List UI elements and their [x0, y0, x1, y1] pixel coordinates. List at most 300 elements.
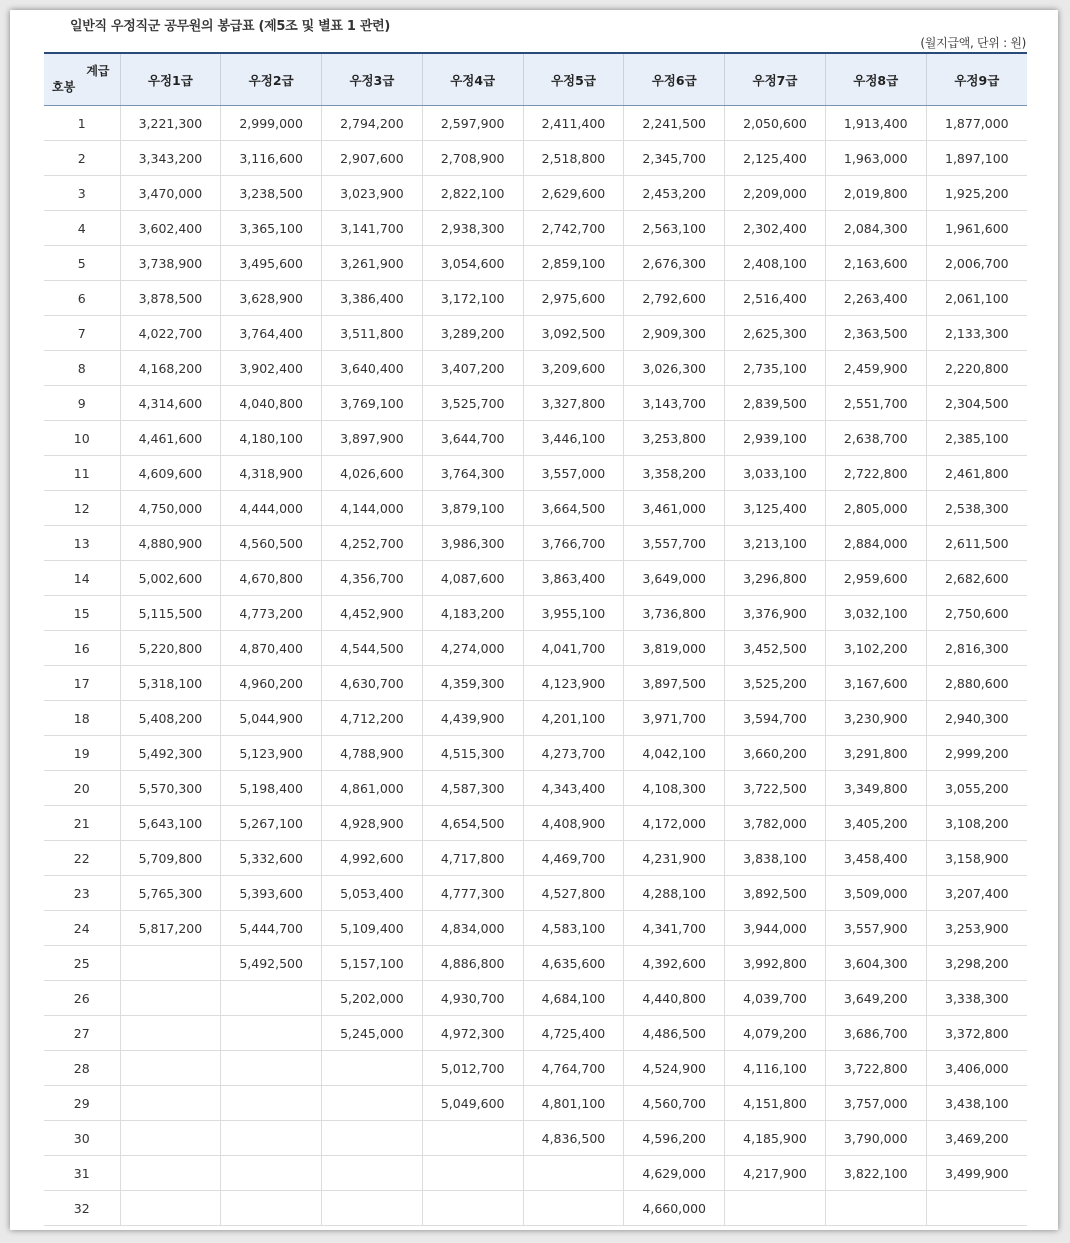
- salary-cell: 3,757,000: [825, 1086, 926, 1121]
- salary-cell: 3,660,200: [725, 736, 826, 771]
- step-number-cell: 32: [44, 1191, 120, 1226]
- salary-cell: 4,392,600: [624, 946, 725, 981]
- salary-cell: 3,026,300: [624, 351, 725, 386]
- salary-cell: 2,940,300: [926, 701, 1027, 736]
- salary-cell: 4,788,900: [322, 736, 423, 771]
- salary-cell: 4,408,900: [523, 806, 624, 841]
- salary-cell: 1,913,400: [825, 106, 926, 141]
- salary-cell: 2,939,100: [725, 421, 826, 456]
- salary-cell: 4,343,400: [523, 771, 624, 806]
- table-row: [44, 736, 1027, 771]
- salary-cell: 3,296,800: [725, 561, 826, 596]
- salary-cell: 3,557,900: [825, 911, 926, 946]
- salary-cell: 4,217,900: [725, 1156, 826, 1191]
- salary-cell: 4,560,500: [221, 526, 322, 561]
- salary-cell: 4,439,900: [422, 701, 523, 736]
- salary-cell: [523, 1156, 624, 1191]
- salary-cell: 3,298,200: [926, 946, 1027, 981]
- salary-cell: 2,061,100: [926, 281, 1027, 316]
- step-number-cell: 7: [44, 316, 120, 351]
- salary-cell: 3,253,900: [926, 911, 1027, 946]
- salary-cell: 2,125,400: [725, 141, 826, 176]
- salary-cell: 4,834,000: [422, 911, 523, 946]
- salary-cell: 1,925,200: [926, 176, 1027, 211]
- salary-cell: 5,123,900: [221, 736, 322, 771]
- salary-cell: [422, 1121, 523, 1156]
- column-header-grade-1: 우정1급: [120, 53, 221, 106]
- salary-cell: 3,511,800: [322, 316, 423, 351]
- column-header-grade-7: 우정7급: [725, 53, 826, 106]
- salary-cell: 4,684,100: [523, 981, 624, 1016]
- salary-cell: 5,109,400: [322, 911, 423, 946]
- salary-cell: 3,955,100: [523, 596, 624, 631]
- salary-cell: 2,742,700: [523, 211, 624, 246]
- salary-cell: 3,343,200: [120, 141, 221, 176]
- salary-cell: 4,183,200: [422, 596, 523, 631]
- salary-cell: 2,209,000: [725, 176, 826, 211]
- salary-cell: 2,638,700: [825, 421, 926, 456]
- salary-cell: 5,202,000: [322, 981, 423, 1016]
- salary-cell: 4,022,700: [120, 316, 221, 351]
- salary-cell: 4,587,300: [422, 771, 523, 806]
- salary-cell: 3,863,400: [523, 561, 624, 596]
- salary-cell: 5,709,800: [120, 841, 221, 876]
- salary-cell: 4,630,700: [322, 666, 423, 701]
- salary-cell: 3,158,900: [926, 841, 1027, 876]
- salary-cell: 2,794,200: [322, 106, 423, 141]
- salary-cell: 2,241,500: [624, 106, 725, 141]
- table-row: [44, 1121, 1027, 1156]
- salary-cell: [825, 1191, 926, 1226]
- salary-cell: [725, 1191, 826, 1226]
- salary-cell: 3,819,000: [624, 631, 725, 666]
- salary-cell: 2,263,400: [825, 281, 926, 316]
- salary-cell: 3,458,400: [825, 841, 926, 876]
- salary-cell: 2,163,600: [825, 246, 926, 281]
- step-number-cell: 26: [44, 981, 120, 1016]
- salary-cell: 3,327,800: [523, 386, 624, 421]
- salary-cell: 4,583,100: [523, 911, 624, 946]
- salary-cell: 3,261,900: [322, 246, 423, 281]
- salary-cell: [120, 1016, 221, 1051]
- document-title: 일반직 우정직군 공무원의 봉급표 (제5조 및 별표 1 관련): [70, 19, 390, 34]
- salary-cell: 3,461,000: [624, 491, 725, 526]
- salary-cell: 3,766,700: [523, 526, 624, 561]
- salary-cell: 4,288,100: [624, 876, 725, 911]
- salary-cell: 2,518,800: [523, 141, 624, 176]
- salary-cell: 2,551,700: [825, 386, 926, 421]
- step-number-cell: 18: [44, 701, 120, 736]
- salary-cell: 3,664,500: [523, 491, 624, 526]
- step-number-cell: 28: [44, 1051, 120, 1086]
- salary-cell: 2,084,300: [825, 211, 926, 246]
- salary-cell: 3,054,600: [422, 246, 523, 281]
- salary-cell: 3,879,100: [422, 491, 523, 526]
- salary-cell: 2,019,800: [825, 176, 926, 211]
- salary-cell: 3,602,400: [120, 211, 221, 246]
- salary-cell: 2,839,500: [725, 386, 826, 421]
- salary-cell: 2,682,600: [926, 561, 1027, 596]
- table-row: [44, 211, 1027, 246]
- salary-cell: 3,108,200: [926, 806, 1027, 841]
- salary-cell: 5,408,200: [120, 701, 221, 736]
- salary-cell: [322, 1051, 423, 1086]
- salary-cell: 3,213,100: [725, 526, 826, 561]
- salary-cell: 2,735,100: [725, 351, 826, 386]
- step-number-cell: 1: [44, 106, 120, 141]
- column-header-grade-4: 우정4급: [422, 53, 523, 106]
- salary-cell: 3,649,000: [624, 561, 725, 596]
- salary-cell: 5,492,300: [120, 736, 221, 771]
- table-row: [44, 1191, 1027, 1226]
- salary-cell: 2,050,600: [725, 106, 826, 141]
- salary-cell: 3,358,200: [624, 456, 725, 491]
- salary-cell: 2,597,900: [422, 106, 523, 141]
- table-body: [44, 106, 1027, 1226]
- table-row: [44, 106, 1027, 141]
- step-number-cell: 12: [44, 491, 120, 526]
- salary-cell: 4,960,200: [221, 666, 322, 701]
- salary-cell: 3,141,700: [322, 211, 423, 246]
- salary-cell: 2,133,300: [926, 316, 1027, 351]
- salary-cell: 3,446,100: [523, 421, 624, 456]
- salary-cell: 4,725,400: [523, 1016, 624, 1051]
- step-number-cell: 17: [44, 666, 120, 701]
- salary-cell: 3,594,700: [725, 701, 826, 736]
- salary-cell: 4,461,600: [120, 421, 221, 456]
- salary-cell: 5,012,700: [422, 1051, 523, 1086]
- salary-cell: 3,452,500: [725, 631, 826, 666]
- table-row: [44, 981, 1027, 1016]
- salary-cell: 3,897,500: [624, 666, 725, 701]
- salary-cell: 4,654,500: [422, 806, 523, 841]
- step-number-cell: 14: [44, 561, 120, 596]
- step-header-label: 호봉: [52, 80, 76, 94]
- salary-cell: 5,318,100: [120, 666, 221, 701]
- salary-cell: 3,372,800: [926, 1016, 1027, 1051]
- salary-cell: 3,509,000: [825, 876, 926, 911]
- salary-cell: 3,640,400: [322, 351, 423, 386]
- salary-cell: 4,928,900: [322, 806, 423, 841]
- salary-cell: 3,722,500: [725, 771, 826, 806]
- salary-cell: 4,079,200: [725, 1016, 826, 1051]
- salary-cell: [120, 1121, 221, 1156]
- salary-cell: 3,092,500: [523, 316, 624, 351]
- salary-cell: 2,345,700: [624, 141, 725, 176]
- salary-cell: 5,245,000: [322, 1016, 423, 1051]
- unit-note: (월지급액, 단위 : 원): [920, 36, 1026, 50]
- salary-cell: 3,238,500: [221, 176, 322, 211]
- table-row: [44, 1156, 1027, 1191]
- salary-cell: 4,041,700: [523, 631, 624, 666]
- salary-cell: [120, 1156, 221, 1191]
- step-number-cell: 30: [44, 1121, 120, 1156]
- table-row: [44, 631, 1027, 666]
- salary-cell: 4,144,000: [322, 491, 423, 526]
- column-header-grade-9: 우정9급: [926, 53, 1027, 106]
- salary-cell: 3,143,700: [624, 386, 725, 421]
- salary-cell: 3,365,100: [221, 211, 322, 246]
- salary-cell: 2,676,300: [624, 246, 725, 281]
- salary-cell: 4,168,200: [120, 351, 221, 386]
- table-row: [44, 806, 1027, 841]
- header-row: [44, 53, 1027, 106]
- table-row: [44, 1016, 1027, 1051]
- salary-cell: 3,470,000: [120, 176, 221, 211]
- step-number-cell: 2: [44, 141, 120, 176]
- salary-cell: 2,302,400: [725, 211, 826, 246]
- table-row: [44, 876, 1027, 911]
- salary-cell: 4,039,700: [725, 981, 826, 1016]
- salary-cell: 3,736,800: [624, 596, 725, 631]
- salary-cell: 4,486,500: [624, 1016, 725, 1051]
- salary-cell: 4,440,800: [624, 981, 725, 1016]
- step-number-cell: 13: [44, 526, 120, 561]
- salary-cell: 4,231,900: [624, 841, 725, 876]
- salary-cell: 3,033,100: [725, 456, 826, 491]
- salary-cell: 3,764,300: [422, 456, 523, 491]
- salary-cell: 3,291,800: [825, 736, 926, 771]
- salary-cell: 4,469,700: [523, 841, 624, 876]
- table-row: [44, 491, 1027, 526]
- salary-cell: [221, 1156, 322, 1191]
- salary-cell: 4,201,100: [523, 701, 624, 736]
- table-row: [44, 1086, 1027, 1121]
- step-number-cell: 5: [44, 246, 120, 281]
- step-number-cell: 23: [44, 876, 120, 911]
- salary-cell: [322, 1156, 423, 1191]
- salary-cell: 4,712,200: [322, 701, 423, 736]
- salary-cell: 5,765,300: [120, 876, 221, 911]
- salary-cell: 4,992,600: [322, 841, 423, 876]
- salary-cell: 3,125,400: [725, 491, 826, 526]
- step-number-cell: 8: [44, 351, 120, 386]
- salary-cell: 2,884,000: [825, 526, 926, 561]
- step-number-cell: 22: [44, 841, 120, 876]
- salary-cell: 5,492,500: [221, 946, 322, 981]
- step-number-cell: 25: [44, 946, 120, 981]
- salary-cell: 3,253,800: [624, 421, 725, 456]
- salary-cell: [322, 1191, 423, 1226]
- salary-cell: 3,349,800: [825, 771, 926, 806]
- table-row: [44, 596, 1027, 631]
- salary-cell: 2,220,800: [926, 351, 1027, 386]
- salary-cell: 3,055,200: [926, 771, 1027, 806]
- salary-cell: 4,123,900: [523, 666, 624, 701]
- salary-cell: 4,596,200: [624, 1121, 725, 1156]
- salary-cell: 2,459,900: [825, 351, 926, 386]
- salary-cell: 3,209,600: [523, 351, 624, 386]
- step-number-cell: 19: [44, 736, 120, 771]
- salary-cell: 2,822,100: [422, 176, 523, 211]
- salary-cell: [120, 946, 221, 981]
- salary-cell: 3,897,900: [322, 421, 423, 456]
- column-header-grade-8: 우정8급: [825, 53, 926, 106]
- salary-cell: 5,115,500: [120, 596, 221, 631]
- salary-cell: 4,341,700: [624, 911, 725, 946]
- salary-cell: 2,880,600: [926, 666, 1027, 701]
- step-number-cell: 21: [44, 806, 120, 841]
- salary-cell: [322, 1086, 423, 1121]
- salary-cell: 5,332,600: [221, 841, 322, 876]
- salary-cell: 3,838,100: [725, 841, 826, 876]
- table-header: [44, 53, 1027, 106]
- salary-cell: 4,452,900: [322, 596, 423, 631]
- salary-cell: 2,611,500: [926, 526, 1027, 561]
- salary-cell: 4,972,300: [422, 1016, 523, 1051]
- salary-cell: 4,629,000: [624, 1156, 725, 1191]
- step-number-cell: 11: [44, 456, 120, 491]
- salary-cell: [422, 1156, 523, 1191]
- salary-cell: 5,444,700: [221, 911, 322, 946]
- salary-cell: 5,267,100: [221, 806, 322, 841]
- table-row: [44, 666, 1027, 701]
- salary-cell: 2,859,100: [523, 246, 624, 281]
- salary-cell: 4,801,100: [523, 1086, 624, 1121]
- salary-cell: 4,180,100: [221, 421, 322, 456]
- salary-cell: 3,406,000: [926, 1051, 1027, 1086]
- table-row: [44, 1051, 1027, 1086]
- salary-cell: 1,961,600: [926, 211, 1027, 246]
- salary-cell: 5,198,400: [221, 771, 322, 806]
- salary-cell: [221, 981, 322, 1016]
- salary-cell: 5,817,200: [120, 911, 221, 946]
- salary-cell: 4,560,700: [624, 1086, 725, 1121]
- salary-cell: 2,975,600: [523, 281, 624, 316]
- column-header-grade-5: 우정5급: [523, 53, 624, 106]
- salary-cell: 3,644,700: [422, 421, 523, 456]
- salary-cell: 3,525,700: [422, 386, 523, 421]
- salary-cell: 5,220,800: [120, 631, 221, 666]
- salary-cell: 3,971,700: [624, 701, 725, 736]
- salary-cell: 3,172,100: [422, 281, 523, 316]
- salary-cell: 2,304,500: [926, 386, 1027, 421]
- salary-cell: 2,938,300: [422, 211, 523, 246]
- salary-cell: [221, 1086, 322, 1121]
- step-number-cell: 16: [44, 631, 120, 666]
- salary-cell: 2,563,100: [624, 211, 725, 246]
- salary-cell: 4,861,000: [322, 771, 423, 806]
- salary-cell: 4,670,800: [221, 561, 322, 596]
- salary-cell: [221, 1121, 322, 1156]
- salary-cell: 3,102,200: [825, 631, 926, 666]
- step-number-cell: 10: [44, 421, 120, 456]
- salary-cell: [120, 1191, 221, 1226]
- salary-cell: 5,570,300: [120, 771, 221, 806]
- salary-cell: 4,040,800: [221, 386, 322, 421]
- salary-cell: 3,338,300: [926, 981, 1027, 1016]
- salary-cell: 4,087,600: [422, 561, 523, 596]
- salary-cell: 2,629,600: [523, 176, 624, 211]
- salary-cell: 2,538,300: [926, 491, 1027, 526]
- step-number-cell: 29: [44, 1086, 120, 1121]
- salary-cell: 4,930,700: [422, 981, 523, 1016]
- salary-cell: 2,999,000: [221, 106, 322, 141]
- salary-cell: [523, 1191, 624, 1226]
- salary-cell: 2,461,800: [926, 456, 1027, 491]
- salary-cell: 2,363,500: [825, 316, 926, 351]
- salary-cell: 2,625,300: [725, 316, 826, 351]
- salary-cell: 4,717,800: [422, 841, 523, 876]
- salary-cell: 3,023,900: [322, 176, 423, 211]
- salary-cell: 3,167,600: [825, 666, 926, 701]
- salary-cell: 2,006,700: [926, 246, 1027, 281]
- table-row: [44, 246, 1027, 281]
- salary-cell: 2,792,600: [624, 281, 725, 316]
- salary-cell: 3,405,200: [825, 806, 926, 841]
- salary-cell: 3,944,000: [725, 911, 826, 946]
- salary-cell: 2,708,900: [422, 141, 523, 176]
- salary-cell: 3,557,700: [624, 526, 725, 561]
- salary-cell: 4,116,100: [725, 1051, 826, 1086]
- salary-cell: 3,499,900: [926, 1156, 1027, 1191]
- salary-cell: 3,764,400: [221, 316, 322, 351]
- salary-cell: 3,207,400: [926, 876, 1027, 911]
- salary-cell: 4,886,800: [422, 946, 523, 981]
- salary-cell: 3,032,100: [825, 596, 926, 631]
- salary-cell: 4,609,600: [120, 456, 221, 491]
- table-row: [44, 946, 1027, 981]
- salary-cell: 2,999,200: [926, 736, 1027, 771]
- column-header-grade-2: 우정2급: [221, 53, 322, 106]
- salary-cell: 3,738,900: [120, 246, 221, 281]
- table-row: [44, 281, 1027, 316]
- salary-cell: 3,525,200: [725, 666, 826, 701]
- salary-cell: 3,386,400: [322, 281, 423, 316]
- step-number-cell: 27: [44, 1016, 120, 1051]
- salary-cell: 3,221,300: [120, 106, 221, 141]
- salary-cell: 3,902,400: [221, 351, 322, 386]
- salary-cell: 4,151,800: [725, 1086, 826, 1121]
- table-row: [44, 386, 1027, 421]
- salary-cell: 4,544,500: [322, 631, 423, 666]
- salary-cell: 1,897,100: [926, 141, 1027, 176]
- salary-cell: 5,049,600: [422, 1086, 523, 1121]
- step-number-cell: 6: [44, 281, 120, 316]
- salary-cell: [322, 1121, 423, 1156]
- salary-cell: 4,359,300: [422, 666, 523, 701]
- salary-cell: 4,356,700: [322, 561, 423, 596]
- salary-cell: 2,907,600: [322, 141, 423, 176]
- salary-cell: 3,878,500: [120, 281, 221, 316]
- step-number-cell: 4: [44, 211, 120, 246]
- step-number-cell: 20: [44, 771, 120, 806]
- table-row: [44, 561, 1027, 596]
- salary-cell: 3,495,600: [221, 246, 322, 281]
- salary-cell: 3,790,000: [825, 1121, 926, 1156]
- salary-cell: 4,773,200: [221, 596, 322, 631]
- salary-cell: 4,764,700: [523, 1051, 624, 1086]
- grade-header-label: 계급: [86, 64, 110, 78]
- salary-cell: 4,042,100: [624, 736, 725, 771]
- salary-cell: 2,805,000: [825, 491, 926, 526]
- salary-cell: 4,836,500: [523, 1121, 624, 1156]
- table-row: [44, 141, 1027, 176]
- table-row: [44, 911, 1027, 946]
- salary-cell: 3,230,900: [825, 701, 926, 736]
- salary-cell: [120, 981, 221, 1016]
- salary-cell: 2,516,400: [725, 281, 826, 316]
- salary-cell: 4,777,300: [422, 876, 523, 911]
- salary-cell: 3,686,700: [825, 1016, 926, 1051]
- salary-cell: 3,782,000: [725, 806, 826, 841]
- salary-cell: 3,438,100: [926, 1086, 1027, 1121]
- step-number-cell: 15: [44, 596, 120, 631]
- salary-cell: 5,393,600: [221, 876, 322, 911]
- salary-cell: 5,044,900: [221, 701, 322, 736]
- salary-cell: 4,314,600: [120, 386, 221, 421]
- salary-cell: 3,469,200: [926, 1121, 1027, 1156]
